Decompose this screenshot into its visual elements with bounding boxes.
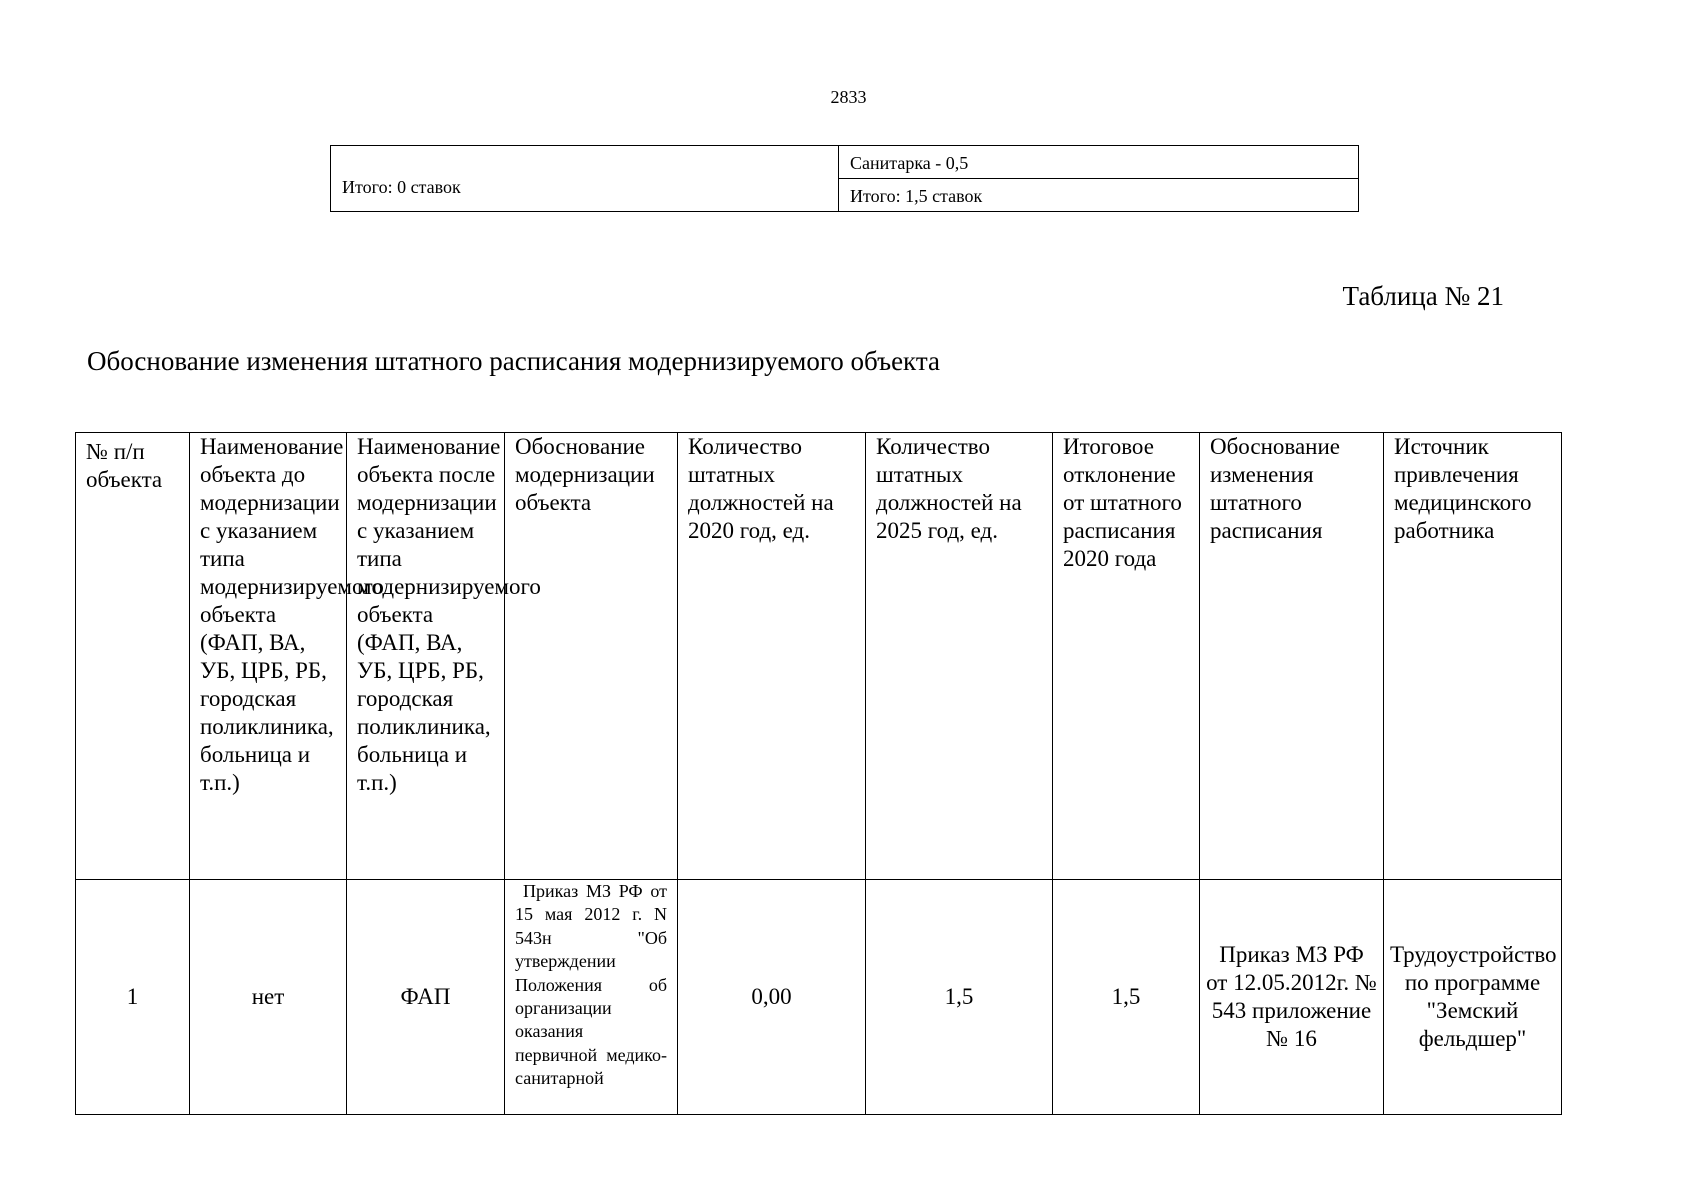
cell-before: нет bbox=[190, 880, 347, 1115]
header-positions-2020: Количество штатных должностей на 2020 год, ед. bbox=[678, 433, 866, 880]
left-total-text: Итого: 0 ставок bbox=[342, 176, 461, 197]
table-number: Таблица № 21 bbox=[1342, 281, 1504, 311]
cell-change-basis: Приказ МЗ РФ от 12.05.2012г. № 543 приложение № 16 bbox=[1200, 880, 1384, 1115]
page-number: 2833 bbox=[830, 87, 867, 107]
header-row bbox=[76, 433, 1562, 880]
staff-entry-cell: Санитарка - 0,5 bbox=[839, 146, 1359, 179]
header-modernization-basis: Обоснование модернизации объекта bbox=[505, 433, 678, 880]
header-name-after: Наименование объекта после модернизации с указанием типа модернизируемого объекта (ФАП, ВА, УБ, ЦРБ, РБ, городская поликлиника, больница и т.п.) bbox=[347, 433, 505, 880]
cell-positions-2025: 1,5 bbox=[866, 880, 1053, 1115]
cell-deviation: 1,5 bbox=[1053, 880, 1200, 1115]
justification-text: Приказ МЗ РФ от 15 мая 2012 г. N 543н "Об утверждении Положения об организации оказания первичной медико-санитарной bbox=[515, 881, 667, 1089]
table-row bbox=[76, 880, 1562, 1115]
right-total-cell: Итого: 1,5 ставок bbox=[839, 179, 1359, 212]
continuation-row-1 bbox=[331, 146, 1359, 179]
header-deviation: Итоговое отклонение от штатного расписания 2020 года bbox=[1053, 433, 1200, 880]
cell-number: 1 bbox=[76, 880, 190, 1115]
header-positions-2025: Количество штатных должностей на 2025 год, ед. bbox=[866, 433, 1053, 880]
document-title: Обоснование изменения штатного расписания модернизируемого объекта bbox=[87, 346, 940, 376]
header-name-before: Наименование объекта до модернизации с указанием типа модернизируемого объекта (ФАП, ВА, УБ, ЦРБ, РБ, городская поликлиника, больница и т.п.) bbox=[190, 433, 347, 880]
justification-text-clip bbox=[515, 880, 667, 1112]
header-number: № п/п объекта bbox=[76, 433, 190, 880]
cell-modernization-basis bbox=[505, 880, 678, 1115]
header-source: Источник привлечения медицинского работника bbox=[1384, 433, 1562, 880]
cell-after: ФАП bbox=[347, 880, 505, 1115]
header-change-basis: Обоснование изменения штатного расписания bbox=[1200, 433, 1384, 880]
cell-positions-2020: 0,00 bbox=[678, 880, 866, 1115]
staffing-justification-table bbox=[75, 432, 1562, 1115]
cell-source: Трудоустройство по программе "Земский фельдшер" bbox=[1384, 880, 1562, 1115]
left-total-cell bbox=[331, 146, 839, 212]
continuation-table bbox=[330, 145, 1359, 212]
